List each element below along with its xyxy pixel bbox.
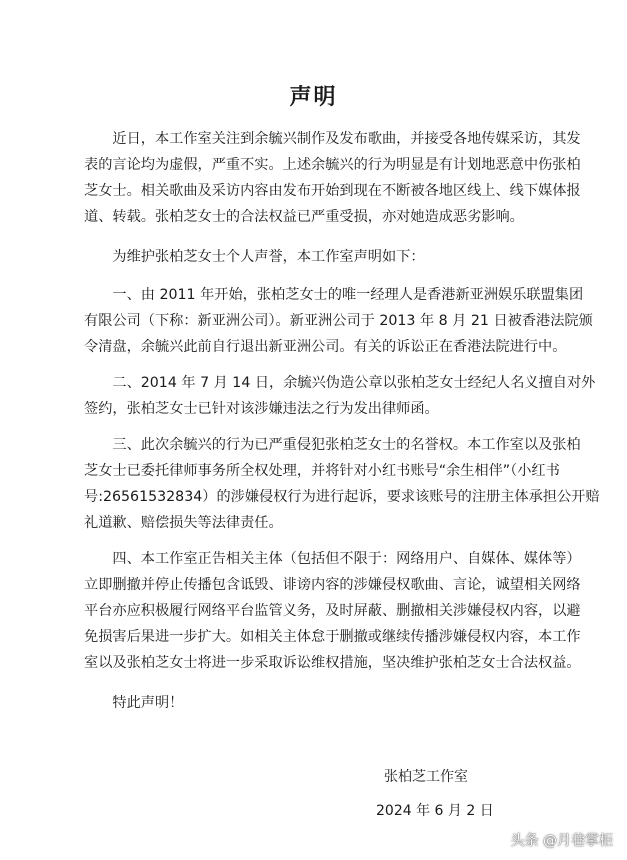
paragraph-point-4 [84, 546, 581, 676]
paragraph-point-3 [84, 432, 600, 536]
signature-date: 2024 年 6 月 2 日 [376, 803, 494, 819]
text-line: 免损害后果进一步扩大。如相关主体怠于删撤或继续传播涉嫌侵权内容，本工作 [84, 629, 581, 645]
text-line: 二、2014 年 7 月 14 日，余毓兴伪造公章以张柏芝女士经纪人名义擅自对外 [84, 375, 596, 391]
text-line: 一、由 2011 年开始，张柏芝女士的唯一经理人是香港新亚洲娱乐联盟集团 [84, 287, 584, 303]
text-line: 为维护张柏芝女士个人声誉，本工作室声明如下： [84, 249, 425, 265]
text-line: 平台亦应积极履行网络平台监管义务，及时屏蔽、删撤相关涉嫌侵权内容，以避 [84, 603, 581, 619]
text-line: 立即删撤并停止传播包含诋毁、诽谤内容的涉嫌侵权歌曲、言论，诚望相关网络 [84, 577, 581, 593]
text-line: 近日，本工作室关注到余毓兴制作及发布歌曲，并接受各地传媒采访，其发 [84, 131, 581, 147]
paragraph-declaration-lead [84, 244, 574, 270]
document-title: 声明 [289, 85, 338, 110]
paragraph-point-2 [84, 370, 596, 422]
text-line: 芝女士。相关歌曲及采访内容由发布开始到现在不断被各地区线上、线下媒体报 [84, 183, 581, 199]
text-line: 礼道歉、赔偿损失等法律责任。 [84, 515, 283, 531]
text-line: 令清盘，余毓兴此前自行退出新亚洲公司。有关的诉讼正在香港法院进行中。 [84, 339, 567, 355]
text-line: 表的言论均为虚假，严重不实。上述余毓兴的行为明显是有计划地恶意中伤张柏 [84, 157, 581, 173]
text-line: 签约，张柏芝女士已针对该涉嫌违法之行为发出律师函。 [84, 401, 439, 417]
signature-studio: 张柏芝工作室 [384, 769, 468, 785]
text-line: 室以及张柏芝女士将进一步采取诉讼维权措施，坚决维护张柏芝女士合法权益。 [84, 655, 581, 671]
text-line: 号:26561532834）的涉嫌侵权行为进行起诉，要求该账号的注册主体承担公开赔 [84, 489, 600, 505]
paragraph-closing [84, 690, 574, 716]
text-line: 有限公司（下称：新亚洲公司）。新亚洲公司于 2013 年 8 月 21 日被香港法院颁 [84, 313, 593, 329]
watermark: 头条 @月巷掌柜 [510, 833, 613, 849]
paragraph-intro [84, 126, 581, 230]
text-line: 道、转载。张柏芝女士的合法权益已严重受损，亦对她造成恶劣影响。 [84, 209, 524, 225]
text-line: 四、本工作室正告相关主体（包括但不限于：网络用户、自媒体、媒体等） [84, 551, 581, 567]
text-line: 芝女士已委托律师事务所全权处理，并将针对小红书账号“余生相伴”（小红书 [84, 463, 560, 479]
text-line: 三、此次余毓兴的行为已严重侵犯张柏芝女士的名誉权。本工作室以及张柏 [84, 437, 581, 453]
text-line: 特此声明！ [84, 695, 184, 711]
paragraph-point-1 [84, 282, 593, 360]
